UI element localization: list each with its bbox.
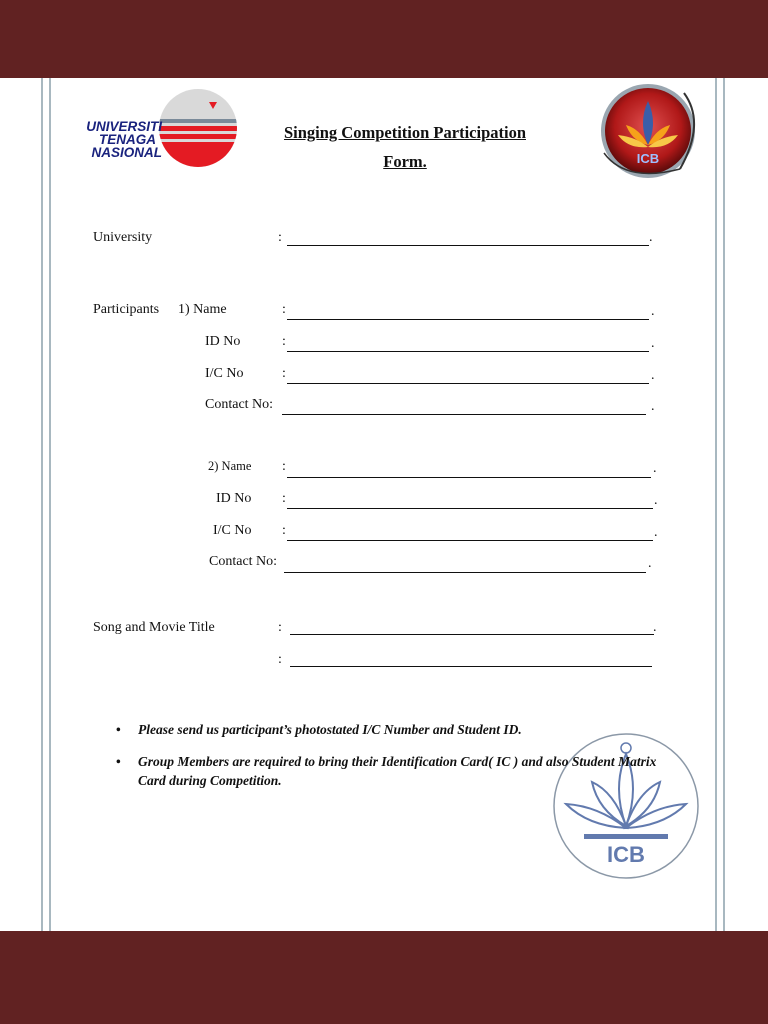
top-band — [0, 0, 768, 78]
participants-label: Participants — [93, 302, 160, 317]
song-title-input-line-2[interactable] — [290, 666, 652, 667]
p2-ic-colon: : — [282, 523, 286, 538]
song-title-period: . — [653, 620, 657, 635]
bullet-icon: • — [116, 754, 121, 769]
right-border-line-outer — [723, 78, 725, 931]
left-border-line-outer — [41, 78, 43, 931]
form-title-line2: Form. — [383, 152, 427, 171]
icb-logo-emblem — [596, 83, 708, 183]
university-colon: : — [278, 230, 282, 245]
right-border-line-inner — [715, 78, 717, 931]
p1-contact-input-line[interactable] — [282, 414, 646, 415]
p1-name-label: 1) Name — [178, 302, 227, 317]
p1-ic-period: . — [651, 368, 655, 383]
note-text: Please send us participant’s photostated I/C Number and Student ID. — [138, 722, 522, 737]
note-item — [116, 720, 676, 739]
song-title-colon: : — [278, 620, 282, 635]
p2-ic-input-line[interactable] — [287, 540, 653, 541]
university-input-line[interactable] — [287, 245, 649, 246]
p2-name-label: 2) Name — [208, 459, 252, 473]
p1-id-period: . — [651, 336, 655, 351]
p1-contact-period: . — [651, 399, 655, 414]
icb-logo-label: ICB — [636, 151, 660, 166]
icb-stamp-label: ICB — [607, 842, 645, 867]
university-label: University — [93, 230, 153, 245]
logo-text-line2: TENAGA — [99, 132, 156, 147]
note-text: Group Members are required to bring their Identification Card( IC ) and also Student Matrix Card during Competition. — [138, 754, 657, 788]
p2-contact-label: Contact No: — [209, 554, 278, 569]
p1-ic-colon: : — [282, 366, 286, 381]
icb-logo — [596, 83, 708, 183]
p2-name-period: . — [653, 461, 657, 476]
logo-text-line1: UNIVERSITI — [86, 119, 162, 134]
p1-name-input-line[interactable] — [287, 319, 649, 320]
p2-name-input-line[interactable] — [287, 477, 651, 478]
left-border-line-inner — [49, 78, 51, 931]
form-title-line1: Singing Competition Participation — [283, 123, 526, 142]
p2-ic-label: I/C No — [213, 523, 252, 538]
logo-text-line3: NASIONAL — [91, 145, 162, 160]
p1-id-label: ID No — [205, 334, 241, 349]
p1-name-colon: : — [282, 302, 286, 317]
p2-name-colon: : — [282, 459, 286, 474]
song-title-input-line-1[interactable] — [290, 634, 654, 635]
note-item — [116, 752, 676, 790]
p1-name-period: . — [651, 304, 655, 319]
p2-id-input-line[interactable] — [287, 508, 653, 509]
bottom-band — [0, 931, 768, 1024]
song-title-colon-2: : — [278, 652, 282, 667]
p1-id-colon: : — [282, 334, 286, 349]
p2-contact-input-line[interactable] — [284, 572, 646, 573]
p2-id-period: . — [654, 493, 658, 508]
university-period: . — [649, 230, 653, 245]
bullet-icon: • — [116, 722, 121, 737]
p1-contact-label: Contact No: — [205, 397, 274, 412]
song-title-label: Song and Movie Title — [93, 620, 215, 635]
uniten-logo — [62, 88, 240, 170]
p2-ic-period: . — [654, 525, 658, 540]
notes-list — [116, 720, 676, 803]
p2-contact-period: . — [648, 556, 652, 571]
p2-id-label: ID No — [216, 491, 252, 506]
p1-ic-label: I/C No — [205, 366, 244, 381]
p1-id-input-line[interactable] — [287, 351, 649, 352]
p1-ic-input-line[interactable] — [287, 383, 649, 384]
p2-id-colon: : — [282, 491, 286, 506]
